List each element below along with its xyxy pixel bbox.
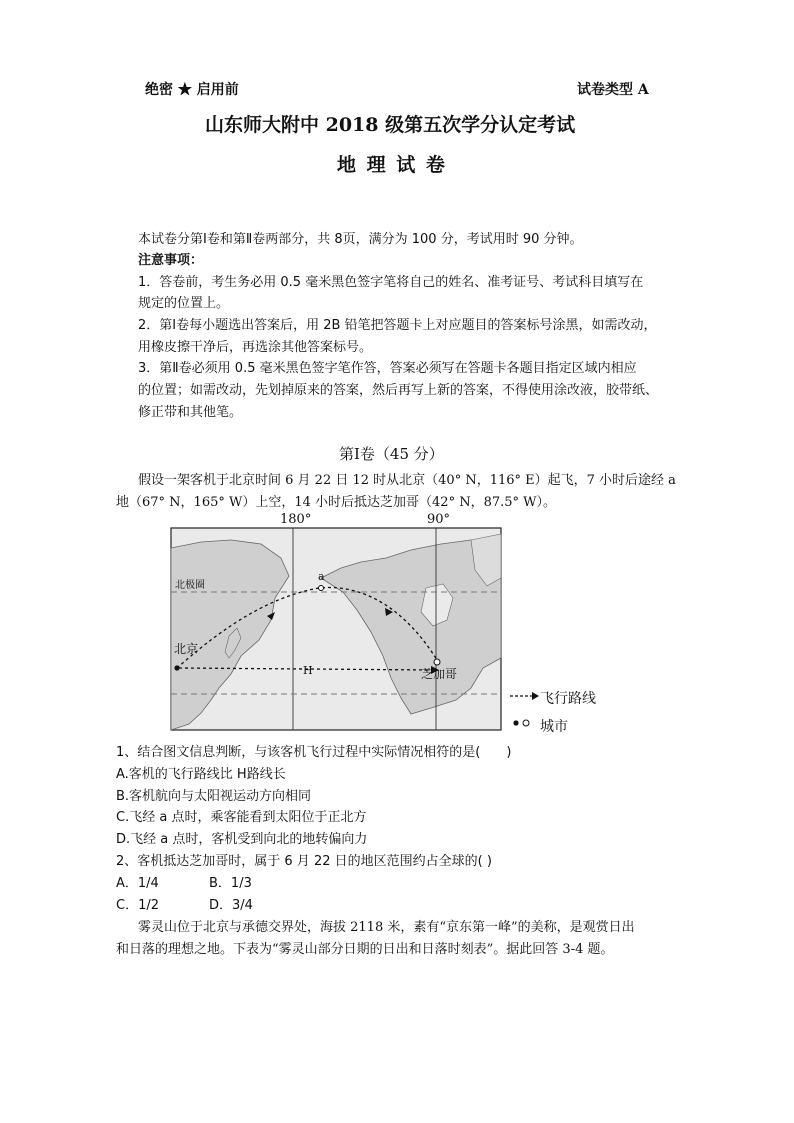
passage2-line: 雾灵山位于北京与承德交界处，海拔 2118 米，素有“京东第一峰”的美称，是观赏日出 (138, 920, 635, 935)
h-route-label: H (303, 664, 313, 677)
question-option: C．1/2 (116, 898, 159, 913)
paper-type: 试卷类型 A (577, 82, 649, 98)
point-a-label: a (318, 570, 325, 583)
chicago-marker (434, 659, 440, 665)
notice-line: 3．第Ⅱ卷必须用 0.5 毫米黑色签字笔作答，答案必须写在答题卡各题目指定区域内相应 (138, 361, 637, 376)
question-option: C.飞经 a 点时，乘客能看到太阳位于正北方 (116, 810, 367, 825)
passage2-line: 和日落的理想之地。下表为“雾灵山部分日期的日出和日落时刻表”。据此回答 3-4 题。 (116, 942, 614, 957)
legend-city-label: 城市 (540, 719, 568, 735)
chicago-label: 芝加哥 (421, 667, 458, 681)
passage-line: 地（67° N，165° W）上空，14 小时后抵达芝加哥（42° N，87.5° W）。 (116, 495, 557, 510)
notice-line: 修正带和其他笔。 (138, 405, 243, 420)
notice-line: 规定的位置上。 (138, 296, 230, 311)
question-stem: 1、结合图文信息判断，与该客机飞行过程中实际情况相符的是( ) (116, 745, 512, 760)
question-stem: 2、客机抵达芝加哥时，属于 6 月 22 日的地区范围约占全球的( ) (116, 854, 492, 869)
notice-line: 的位置；如需改动，先划掉原来的答案，然后再写上新的答案，不得使用涂改液，胶带纸、 (138, 383, 659, 398)
question-option: B.客机航向与太阳视运动方向相同 (116, 789, 312, 804)
exam-title: 山东师大附中 2018 级第五次学分认定考试 (205, 114, 576, 136)
legend-city-circle (523, 720, 529, 726)
question-option: D．3/4 (209, 898, 253, 913)
legend-city-dot (513, 720, 518, 725)
point-a-marker (319, 586, 324, 591)
beijing-marker (174, 665, 179, 670)
map-label-90: 90° (427, 512, 451, 527)
legend-route-label: 飞行路线 (540, 691, 596, 707)
notice-line: 2．第Ⅰ卷每小题选出答案后，用 2B 铅笔把答题卡上对应题目的答案标号涂黑，如需改动， (138, 318, 657, 333)
question-option: A.客机的飞行路线比 H路线长 (116, 767, 286, 782)
notice-heading: 注意事项： (138, 253, 204, 268)
passage-line: 假设一架客机于北京时间 6 月 22 日 12 时从北京（40° N，116° E）起飞，7 小时后途经 a (138, 473, 676, 488)
notice-line: 用橡皮擦干净后，再选涂其他答案标号。 (138, 340, 373, 355)
map-label-180: 180° (280, 512, 312, 527)
section-title: 第Ⅰ卷（45 分） (339, 445, 444, 463)
map-legend-symbols (508, 688, 542, 732)
legend-route-arrow (532, 692, 539, 700)
subject-title: 地 理 试 卷 (337, 154, 447, 176)
intro-line: 本试卷分第Ⅰ卷和第Ⅱ卷两部分，共 8页，满分为 100 分，考试用时 90 分钟。 (138, 232, 583, 247)
secret-label: 绝密 ★ 启用前 (145, 82, 239, 98)
arctic-circle-label: 北极圈 (175, 580, 205, 591)
beijing-label: 北京 (174, 642, 199, 656)
question-option: A．1/4 (116, 876, 159, 891)
question-option: D.飞经 a 点时，客机受到向北的地转偏向力 (116, 832, 368, 847)
question-option: B．1/3 (209, 876, 252, 891)
flight-route-map (171, 528, 501, 730)
notice-line: 1．答卷前，考生务必用 0.5 毫米黑色签字笔将自己的姓名、准考证号、考试科目填写在 (138, 275, 644, 290)
